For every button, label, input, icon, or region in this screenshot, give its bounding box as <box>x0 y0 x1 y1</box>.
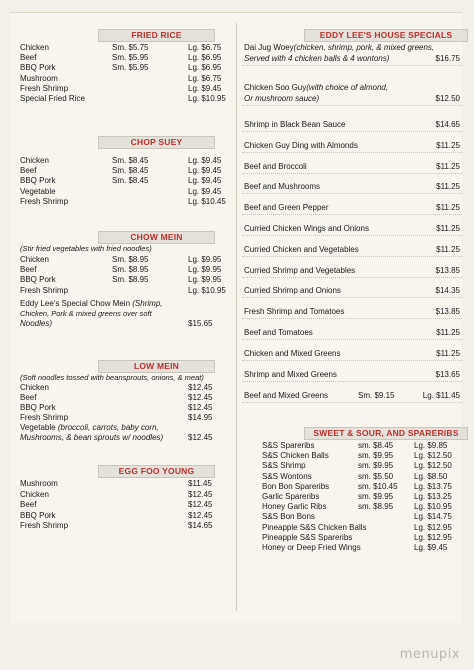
egg-foo-young-header: EGG FOO YOUNG <box>98 465 215 478</box>
menu-item: Chicken $12.45 <box>20 489 213 499</box>
menu-item: Fresh Shrimp $14.65 <box>20 521 213 530</box>
menu-item: Beef Sm. $5.95 Lg. $6.95 <box>20 53 222 63</box>
menu-item: BBQ Pork $12.45 <box>20 510 213 520</box>
menu-item: Beef and Broccoli $11.25 <box>242 161 462 174</box>
chop-suey-header: CHOP SUEY <box>98 136 215 149</box>
fried-rice-header: FRIED RICE <box>98 29 215 42</box>
house-specials-header: EDDY LEE'S HOUSE SPECIALS <box>304 29 468 42</box>
menu-item: BBQ Pork Sm. $8.95 Lg. $9.95 <box>20 275 222 285</box>
menu-item: Chicken and Mixed Greens $11.25 <box>242 348 462 361</box>
menu-page: FRIED RICE Chicken Sm. $5.75 Lg. $6.75 Beef Sm. $5.95 Lg. $6.95 BBQ Pork Sm. $5.95 Lg. $6.95 Mushroom Lg. $6.75 Fresh Shrimp Lg. $9.45 Special Fried Rice Lg. $10.95 CHOP SUEY Chicken Sm. $8.45 Lg. $9.45 Beef Sm. $8.45 Lg. $9.45 BBQ Pork Sm. $8.45 Lg. $9.45 Vegetable Lg. $9.45 Fresh Shrimp Lg. $10.45 CHOW MEIN (Stir fried vegetables with fried noodles) Chicken Sm. $8.95 Lg. $9.95 Beef Sm. $8.95 Lg. $9.95 BBQ Pork Sm. $8.95 Lg. $9.95 Fresh Shrimp Lg. $10.95 Eddy Lee's Special Chow Mein (Shrimp, Chicken, Pork & mixed greens over soft Noodles) $15.65 LOW MEIN (Soft noodles tossed with beansprouts, onions, & meat) Chicken $12.45 Beef $12.45 BBQ Pork $12.45 Fresh Shrimp $14.95 Vegetable (broccoli, carrots, baby corn, Mushrooms, & bean sprouts w/ noodles) $12.45 EGG FOO YOUNG Mushroom $11.45 Chicken $12.45 Beef $12.45 BBQ Pork $12.45 Fresh Shrimp $14.65 EDDY LEE'S HOUSE SPECIALS Dai Jug Woey(chicken, shrimp, pork, & mixed greens, Served with 4 chicken balls & 4 wontons) $16.75 Chicken Soo Guy(with choice of almond, Or mushroom sauce) $12.50 Shrimp in Black Bean Sauce $14.65 Chicken Guy Ding with Almonds $11.25 Beef and Broccoli $11.25 Beef and Mushrooms $11.25 Beef and Green Pepper $11.25 Curried Chicken Wings and Onions $11.25 Curried Chicken and Vegetables $11.25 Curried Shrimp and Vegetables $13.85 Curried Shrimp and Onions $14.35 Fresh Shrimp and Tomatoes $13.85 Beef and Tomatoes $11.25 Chicken and Mixed Greens $11.25 Shrimp and Mixed Greens $13.65 Beef and Mixed Greens Sm. $9.15 Lg. $11.45 SWEET & SOUR, AND SPARERIBS S&S Spareribs sm. $8.45 Lg. $9.85 S&S Chicken Balls sm. $9.95 Lg. $12.50 S&S Shrimp sm. $9.95 Lg. $12.50 S&S Wontons sm. $5.50 Lg. $8.50 Bon Bon Spareribs sm. $10.45 Lg. $13.75 Garlic Spareribs sm. $9.95 Lg. $13.25 Honey Garlic Ribs sm. $8.95 Lg. $10.95 S&S Bon Bons Lg. $14.75 Pineapple S&S Chicken Balls Lg. $12.95 Pineapple S&S Spareribs Lg. $12.95 Honey or Deep Fried Wings Lg. $9.45 <box>10 12 462 623</box>
dai-jug-woey-desc: Served with 4 chicken balls & 4 wontons) $16.75 <box>242 53 462 66</box>
menu-item: Chicken $12.45 <box>20 383 213 392</box>
menu-item: Honey or Deep Fried Wings Lg. $9.45 <box>262 543 448 552</box>
menu-item: Beef and Green Pepper $11.25 <box>242 202 462 215</box>
menu-item: BBQ Pork $12.45 <box>20 403 213 412</box>
low-mein-header: LOW MEIN <box>98 360 215 373</box>
menu-item: Bon Bon Spareribs sm. $10.45 Lg. $13.75 <box>262 481 452 491</box>
menu-item: Beef Sm. $8.45 Lg. $9.45 <box>20 166 222 176</box>
menu-item: S&S Bon Bons Lg. $14.75 <box>262 512 452 522</box>
menu-item: S&S Chicken Balls sm. $9.95 Lg. $12.50 <box>262 451 452 461</box>
dai-jug-woey: Dai Jug Woey(chicken, shrimp, pork, & mixed greens, <box>244 43 435 52</box>
menu-item: Beef and Tomatoes $11.25 <box>242 327 462 340</box>
chicken-soo-guy: Chicken Soo Guy(with choice of almond, <box>244 83 389 92</box>
menu-item: Mushroom Lg. $6.75 <box>20 73 222 83</box>
menu-item: Chicken Guy Ding with Almonds $11.25 <box>242 140 462 153</box>
menu-item: Special Fried Rice Lg. $10.95 <box>20 94 226 103</box>
menu-item: BBQ Pork Sm. $5.95 Lg. $6.95 <box>20 63 222 73</box>
menu-item: Fresh Shrimp $14.95 <box>20 413 213 422</box>
column-divider <box>236 23 237 611</box>
menu-item: Honey Garlic Ribs sm. $8.95 Lg. $10.95 <box>262 502 452 512</box>
menupix-logo: menupix <box>399 647 460 662</box>
menu-item: Beef $12.45 <box>20 393 213 402</box>
low-mein-note: (Soft noodles tossed with beansprouts, onions, & meat) <box>20 373 204 382</box>
menu-item: Curried Shrimp and Onions $14.35 <box>242 285 462 298</box>
menu-item: Chicken Sm. $8.45 Lg. $9.45 <box>20 156 222 165</box>
menu-item: Pineapple S&S Spareribs Lg. $12.95 <box>262 532 452 542</box>
menu-item: S&S Wontons sm. $5.50 Lg. $8.50 <box>262 471 448 481</box>
menu-item: S&S Spareribs sm. $8.45 Lg. $9.85 <box>262 441 448 450</box>
menu-item: Fresh Shrimp Lg. $10.95 <box>20 285 226 295</box>
menu-item: BBQ Pork Sm. $8.45 Lg. $9.45 <box>20 176 222 186</box>
menu-item: Garlic Spareribs sm. $9.95 Lg. $13.25 <box>262 492 452 501</box>
chow-mein-note: (Stir fried vegetables with fried noodles) <box>20 244 152 253</box>
menu-item: Fresh Shrimp and Tomatoes $13.85 <box>242 306 462 319</box>
menu-item: Shrimp in Black Bean Sauce $14.65 <box>242 119 462 132</box>
menu-item: S&S Shrimp sm. $9.95 Lg. $12.50 <box>262 461 452 471</box>
menu-item: Beef and Mushrooms $11.25 <box>242 181 462 194</box>
chicken-soo-guy-desc: Or mushroom sauce) $12.50 <box>242 93 462 106</box>
menu-item: Mushroom $11.45 <box>20 479 212 488</box>
special-chow-mein-price-row: Noodles) $15.65 <box>20 319 213 328</box>
menu-item: Beef $12.45 <box>20 500 213 509</box>
sweet-sour-header: SWEET & SOUR, AND SPARERIBS <box>304 427 468 440</box>
menu-item: Vegetable Lg. $9.45 <box>20 186 222 196</box>
menu-item: Chicken Sm. $8.95 Lg. $9.95 <box>20 255 222 264</box>
menu-item: Fresh Shrimp Lg. $10.45 <box>20 196 226 206</box>
menu-item: Pineapple S&S Chicken Balls Lg. $12.95 <box>262 522 452 532</box>
chow-mein-header: CHOW MEIN <box>98 231 215 244</box>
beef-mixed-greens: Beef and Mixed Greens Sm. $9.15 Lg. $11.45 <box>242 390 462 403</box>
menu-item: Curried Chicken Wings and Onions $11.25 <box>242 223 462 236</box>
menu-item: Beef Sm. $8.95 Lg. $9.95 <box>20 265 222 275</box>
menu-item: Curried Chicken and Vegetables $11.25 <box>242 244 462 257</box>
menu-item: Curried Shrimp and Vegetables $13.85 <box>242 265 462 278</box>
low-mein-vegetable-desc: Mushrooms, & bean sprouts w/ noodles) $12.45 <box>20 433 213 442</box>
low-mein-vegetable: Vegetable (broccoli, carrots, baby corn, <box>20 423 159 432</box>
special-chow-mein-desc: Chicken, Pork & mixed greens over soft <box>20 309 152 318</box>
menu-item: Fresh Shrimp Lg. $9.45 <box>20 83 222 93</box>
menu-item: Shrimp and Mixed Greens $13.65 <box>242 369 462 382</box>
menu-item: Chicken Sm. $5.75 Lg. $6.75 <box>20 43 222 52</box>
